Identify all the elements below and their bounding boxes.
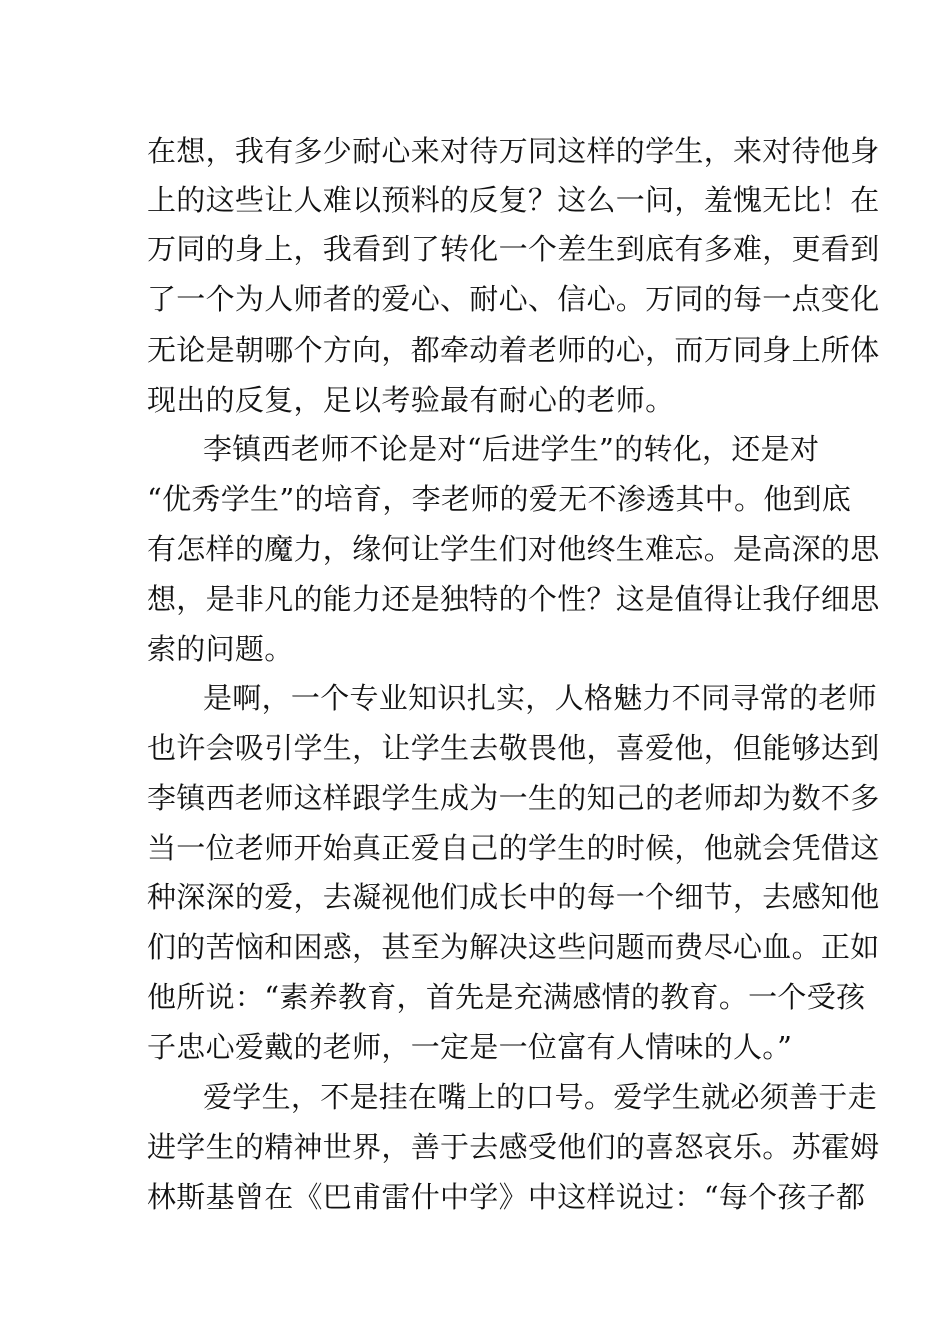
text-line: 进学生的精神世界，善于去感受他们的喜怒哀乐。苏霍姆 [147, 1130, 880, 1164]
text-line: 是啊，一个专业知识扎实，人格魅力不同寻常的老师 [203, 681, 877, 715]
text-line: 他所说：“素养教育，首先是充满感情的教育。一个受孩 [147, 980, 866, 1014]
text-line: 李镇西老师不论是对“后进学生”的转化，还是对 [203, 432, 820, 466]
text-line: 李镇西老师这样跟学生成为一生的知己的老师却为数不多 [147, 781, 880, 815]
text-line: 万同的身上，我看到了转化一个差生到底有多难，更看到 [147, 232, 880, 266]
text-line: 了一个为人师者的爱心、耐心、信心。万同的每一点变化 [147, 282, 880, 316]
text-line: 无论是朝哪个方向，都牵动着老师的心，而万同身上所体 [147, 333, 880, 367]
text-line: 林斯基曾在《巴甫雷什中学》中这样说过：“每个孩子都 [147, 1180, 866, 1214]
text-line: 当一位老师开始真正爱自己的学生的时候，他就会凭借这 [147, 831, 880, 865]
text-line: 子忠心爱戴的老师，一定是一位富有人情味的人。” [147, 1030, 793, 1064]
text-line: 现出的反复，足以考验最有耐心的老师。 [147, 383, 675, 417]
text-line: “优秀学生”的培育，李老师的爱无不渗透其中。他到底 [147, 482, 852, 516]
text-line: 爱学生，不是挂在嘴上的口号。爱学生就必须善于走 [203, 1080, 877, 1114]
text-line: 上的这些让人难以预料的反复？这么一问，羞愧无比！在 [147, 183, 880, 217]
text-line: 在想，我有多少耐心来对待万同这样的学生，来对待他身 [147, 134, 880, 168]
text-line: 索的问题。 [147, 632, 294, 666]
text-line: 种深深的爱，去凝视他们成长中的每一个细节，去感知他 [147, 880, 880, 914]
text-line: 有怎样的魔力，缘何让学生们对他终生难忘。是高深的思 [147, 532, 880, 566]
text-line: 想，是非凡的能力还是独特的个性？这是值得让我仔细思 [147, 582, 880, 616]
text-line: 也许会吸引学生，让学生去敬畏他，喜爱他，但能够达到 [147, 731, 880, 765]
text-line: 们的苦恼和困惑，甚至为解决这些问题而费尽心血。正如 [147, 930, 880, 964]
